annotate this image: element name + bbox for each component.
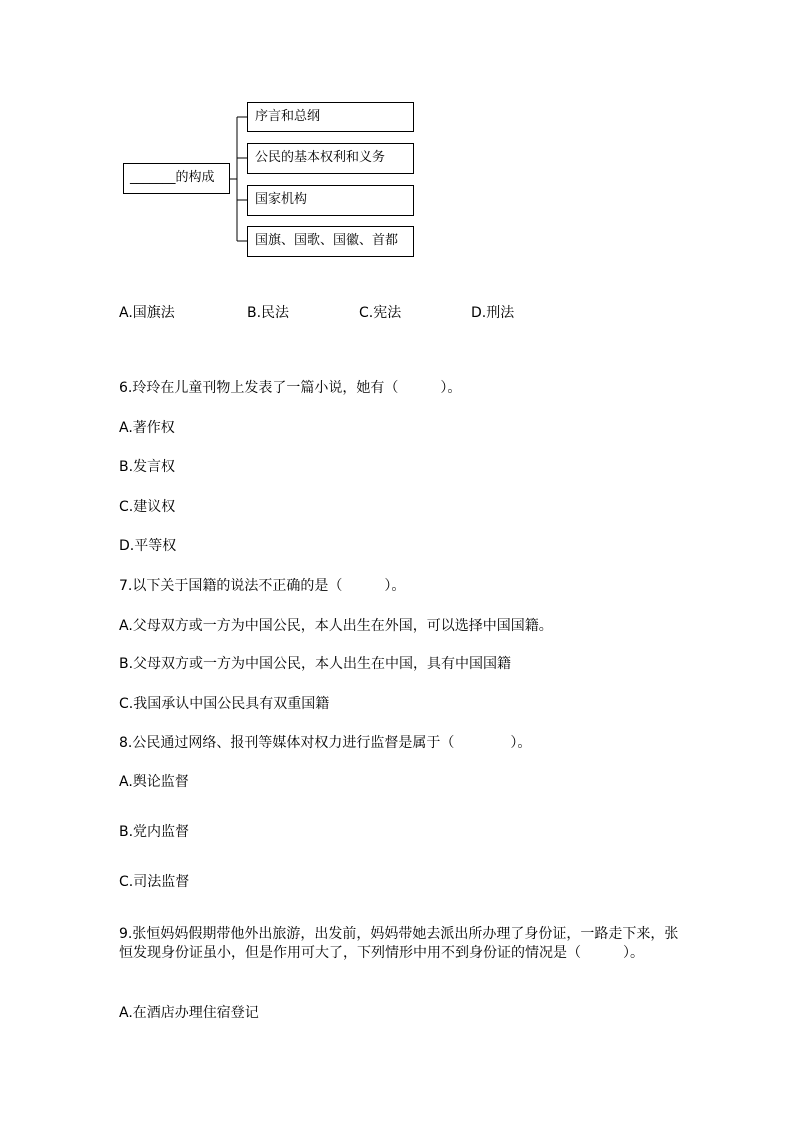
option-b[interactable]: B.发言权 <box>119 459 176 475</box>
diagram-branch-label: 序言和总纲 <box>255 109 321 124</box>
diagram-branch-label: 国旗、国歌、国徽、首都 <box>255 233 399 248</box>
option-a[interactable]: A.著作权 <box>119 420 175 436</box>
question-stem: 7.以下关于国籍的说法不正确的是（ ）。 <box>119 578 406 594</box>
diagram-branch-box <box>247 143 414 174</box>
question-stem: 6.玲玲在儿童刊物上发表了一篇小说，她有（ ）。 <box>119 380 462 396</box>
option-c[interactable]: C.司法监督 <box>119 874 190 890</box>
diagram-branch-label: 公民的基本权利和义务 <box>255 150 386 165</box>
diagram-root-box <box>123 163 230 194</box>
diagram-branch-box <box>247 226 414 257</box>
option-c[interactable]: C.建议权 <box>119 499 176 515</box>
option-a[interactable]: A.父母双方或一方为中国公民，本人出生在外国，可以选择中国国籍。 <box>119 618 553 634</box>
option-b[interactable]: B.父母双方或一方为中国公民，本人出生在中国，具有中国国籍 <box>119 656 512 672</box>
option-d[interactable]: D.平等权 <box>119 538 177 554</box>
diagram-branch-box <box>247 185 414 216</box>
option-d[interactable]: D.刑法 <box>471 305 515 321</box>
option-b[interactable]: B.民法 <box>247 305 290 321</box>
option-c[interactable]: C.宪法 <box>359 305 402 321</box>
option-b[interactable]: B.党内监督 <box>119 824 190 840</box>
option-c[interactable]: C.我国承认中国公民具有双重国籍 <box>119 696 330 712</box>
option-a[interactable]: A.在酒店办理住宿登记 <box>119 1005 259 1021</box>
option-a[interactable]: A.舆论监督 <box>119 774 189 790</box>
question-stem: 9.张恒妈妈假期带他外出旅游，出发前，妈妈带她去派出所办理了身份证，一路走下来，张恒发现身份证虽小，但是作用可大了，下列情形中用不到身份证的情况是（ ）。 <box>119 926 679 961</box>
diagram-root-label: _______的构成 <box>130 170 215 185</box>
diagram-branch-label: 国家机构 <box>255 192 308 207</box>
question-stem: 8.公民通过网络、报刊等媒体对权力进行监督是属于（ ）。 <box>119 735 532 751</box>
option-a[interactable]: A.国旗法 <box>119 305 175 321</box>
diagram-branch-box <box>247 102 414 132</box>
